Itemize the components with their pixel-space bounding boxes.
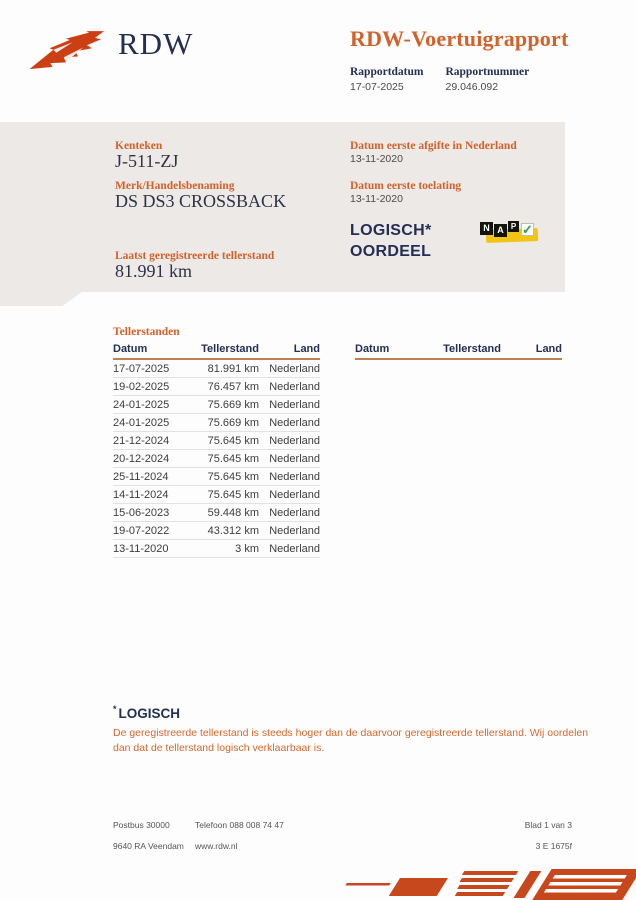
logisch-footnote: [113, 704, 591, 756]
table-row: [113, 414, 320, 432]
col-header-land: Land: [505, 342, 562, 359]
footer-address-line1: Postbus 30000: [113, 820, 170, 830]
table-row: [113, 468, 320, 486]
tellerstand-value: 81.991 km: [115, 261, 193, 281]
vehicle-summary-card: [0, 122, 565, 292]
col-header-datum: Datum: [355, 342, 437, 359]
footnote-title: [113, 704, 591, 721]
cell-datum: 21-12-2024: [113, 432, 195, 450]
cell-land: Nederland: [263, 414, 320, 432]
odometer-table-primary: [113, 342, 320, 558]
table-row: [113, 540, 320, 558]
nap-checkmark-icon: ✓: [522, 222, 533, 237]
table-header-row: [355, 342, 562, 359]
report-meta: [350, 66, 610, 93]
cell-land: Nederland: [263, 540, 320, 558]
oordeel-line1: LOGISCH*: [350, 222, 432, 239]
rdw-logo: [28, 20, 193, 78]
table-row: [113, 504, 320, 522]
merk-label: Merk/Handelsbenaming: [115, 180, 235, 192]
page-footer: [113, 820, 572, 862]
cell-land: Nederland: [263, 468, 320, 486]
afgifte-value: 13-11-2020: [350, 153, 403, 165]
cell-land: Nederland: [263, 432, 320, 450]
cell-tellerstand: 3 km: [195, 540, 263, 558]
footnote-title-text: LOGISCH: [118, 706, 181, 721]
table-row: [113, 378, 320, 396]
cell-land: Nederland: [263, 450, 320, 468]
page-title: RDW-Voertuigrapport: [350, 26, 569, 51]
footer-row-2: [113, 841, 572, 851]
footer-doc-code: 3 E 1675f: [535, 841, 572, 851]
oordeel-text: [350, 220, 432, 262]
table-row: [113, 432, 320, 450]
col-header-tellerstand: Tellerstand: [437, 342, 505, 359]
cell-datum: 17-07-2025: [113, 359, 195, 378]
odometer-table-body: [113, 359, 320, 558]
cell-tellerstand: 75.669 km: [195, 414, 263, 432]
report-number-value: 29.046.092: [445, 81, 499, 93]
cell-datum: 19-07-2022: [113, 522, 195, 540]
title-block: [350, 26, 610, 93]
report-number-label: Rapportnummer: [445, 66, 530, 78]
odometer-table-secondary: [355, 342, 562, 360]
nap-letter-a: A: [494, 224, 507, 237]
toelating-label: Datum eerste toelating: [350, 180, 462, 192]
table-row: [113, 359, 320, 378]
section-title-tellerstanden: Tellerstanden: [113, 326, 180, 338]
cell-datum: 25-11-2024: [113, 468, 195, 486]
report-number-block: [445, 66, 529, 93]
footnote-asterisk: *: [113, 704, 117, 714]
footnote-text: De geregistreerde tellerstand is steeds hoger dan de daarvoor geregistreerde tellerstand. Wij oordelen dan dat de tellerstand logisch verklaarbaar is.: [113, 727, 589, 754]
cell-land: Nederland: [263, 396, 320, 414]
cell-datum: 19-02-2025: [113, 378, 195, 396]
col-header-land: Land: [263, 342, 320, 359]
cell-tellerstand: 75.645 km: [195, 486, 263, 504]
toelating-value: 13-11-2020: [350, 193, 403, 205]
cell-tellerstand: 75.645 km: [195, 450, 263, 468]
table-row: [113, 450, 320, 468]
report-date-block: [350, 66, 423, 93]
footer-page-number: Blad 1 van 3: [524, 820, 572, 830]
nap-letter-p: P: [508, 221, 519, 232]
cell-land: Nederland: [263, 522, 320, 540]
kenteken-value: J-511-ZJ: [115, 151, 179, 171]
kenteken-label: Kenteken: [115, 140, 163, 152]
tellerstand-label: Laatst geregistreerde tellerstand: [115, 250, 275, 262]
col-header-datum: Datum: [113, 342, 195, 359]
footer-address-line2: 9640 RA Veendam: [113, 841, 184, 851]
report-date-value: 17-07-2025: [350, 81, 404, 93]
cell-datum: 13-11-2020: [113, 540, 195, 558]
cell-tellerstand: 59.448 km: [195, 504, 263, 522]
footer-website-link[interactable]: www.rdw.nl: [195, 841, 238, 851]
nap-letter-n: N: [480, 222, 493, 235]
rdw-feather-icon: [28, 20, 110, 78]
col-header-tellerstand: Tellerstand: [195, 342, 263, 359]
cell-land: Nederland: [263, 378, 320, 396]
cell-tellerstand: 75.645 km: [195, 468, 263, 486]
cell-datum: 14-11-2024: [113, 486, 195, 504]
footer-phone: Telefoon 088 008 74 47: [195, 820, 284, 830]
cell-land: Nederland: [263, 486, 320, 504]
oordeel-line2: OORDEEL: [350, 243, 432, 260]
cell-tellerstand: 76.457 km: [195, 378, 263, 396]
nap-logo: [480, 220, 542, 250]
card-corner-notch: [0, 292, 82, 306]
cell-tellerstand: 43.312 km: [195, 522, 263, 540]
table-header-row: [113, 342, 320, 359]
table-row: [113, 396, 320, 414]
cell-datum: 15-06-2023: [113, 504, 195, 522]
table-row: [113, 522, 320, 540]
cell-land: Nederland: [263, 504, 320, 522]
report-date-label: Rapportdatum: [350, 66, 424, 78]
cell-land: Nederland: [263, 359, 320, 378]
merk-value: DS DS3 CROSSBACK: [115, 191, 287, 211]
cell-datum: 24-01-2025: [113, 396, 195, 414]
footer-row-1: [113, 820, 572, 830]
cell-tellerstand: 81.991 km: [195, 359, 263, 378]
cell-tellerstand: 75.669 km: [195, 396, 263, 414]
rdw-wordmark: RDW: [118, 26, 194, 61]
cell-datum: 24-01-2025: [113, 414, 195, 432]
cell-datum: 20-12-2024: [113, 450, 195, 468]
cell-tellerstand: 75.645 km: [195, 432, 263, 450]
rdw-stripes-graphic: [328, 862, 636, 900]
afgifte-label: Datum eerste afgifte in Nederland: [350, 140, 517, 152]
table-row: [113, 486, 320, 504]
